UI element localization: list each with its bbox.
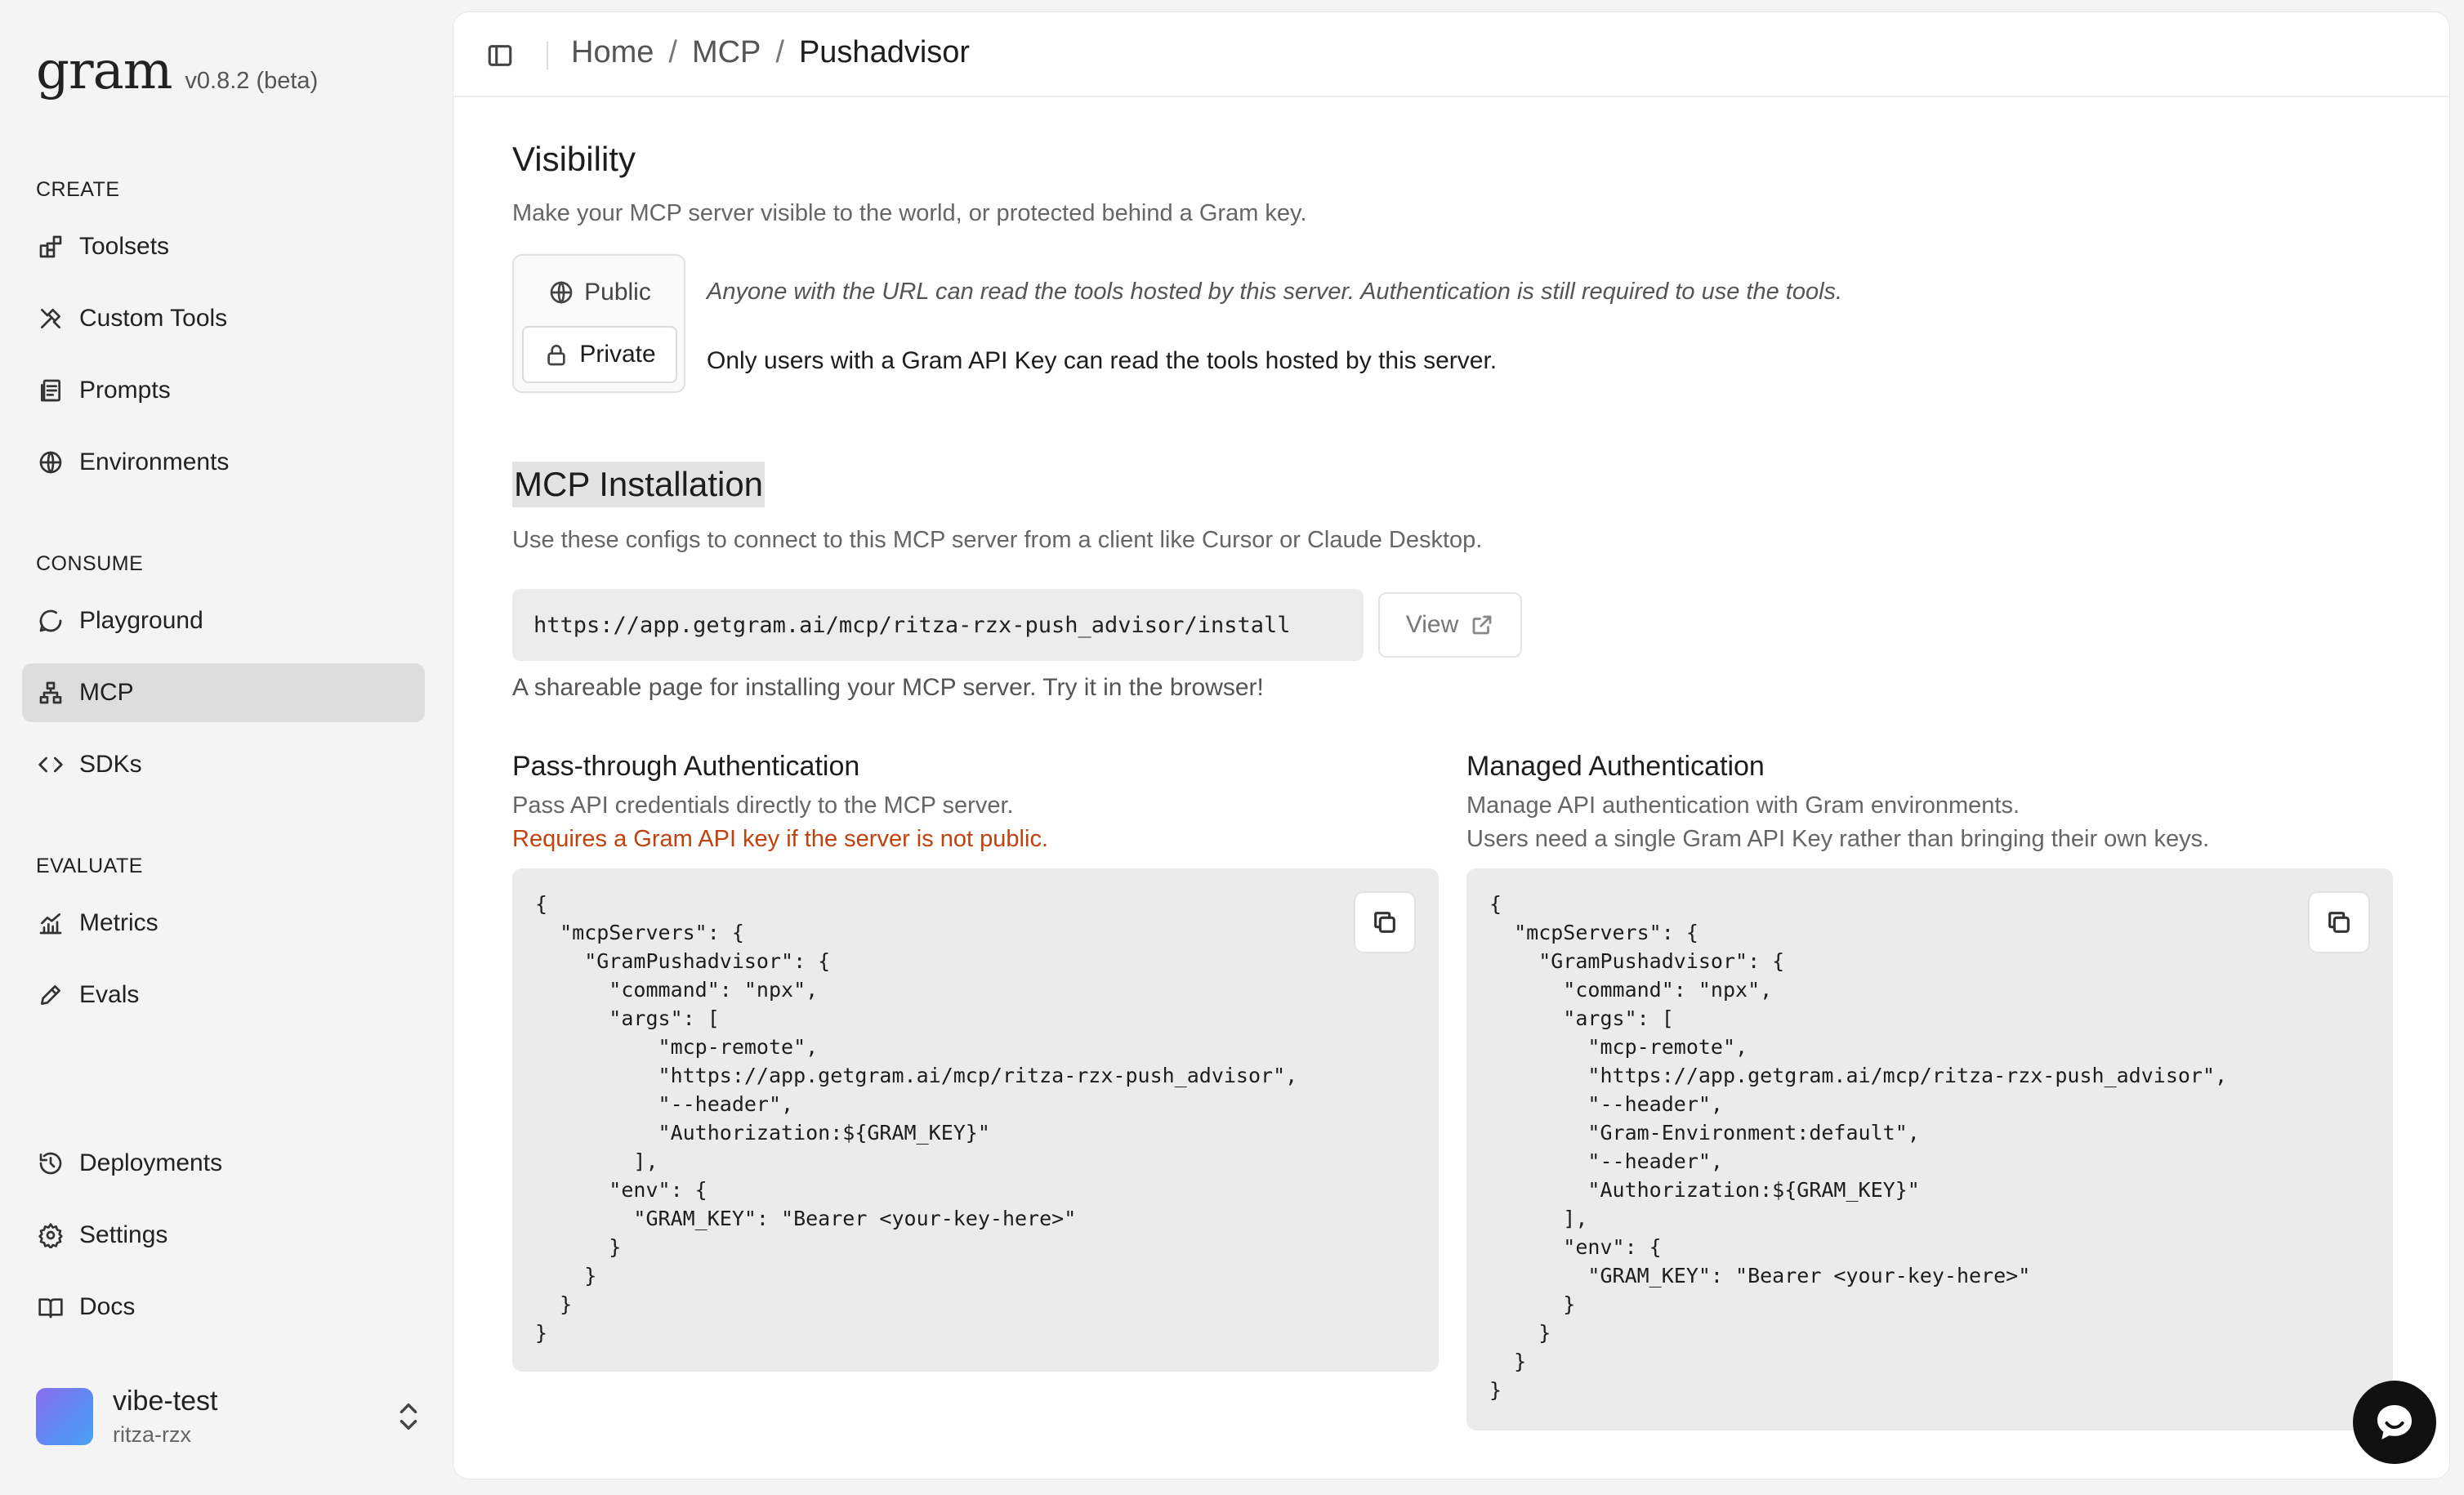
sidebar-item-environments[interactable]: [22, 433, 425, 492]
sidebar-item-label: Metrics: [79, 909, 158, 936]
code-line: "Authorization:${GRAM_KEY}": [1489, 1178, 1920, 1202]
sidebar-item-deployments[interactable]: [22, 1134, 425, 1193]
prompts-icon: [37, 377, 65, 404]
sidebar-item-playground[interactable]: [22, 591, 425, 650]
breadcrumb-mcp[interactable]: MCP: [691, 35, 761, 69]
visibility-public-note: Anyone with the URL can read the tools hosted by this server. Authentication is still required to use the tools.: [707, 279, 1843, 305]
copy-passthrough-button[interactable]: [1354, 891, 1416, 953]
passthrough-auth-section: [512, 751, 1439, 1345]
managed-auth-section: [1466, 751, 2393, 1402]
sidebar-item-label: Playground: [79, 607, 203, 634]
sidebar-item-prompts[interactable]: [22, 361, 425, 420]
code-line: "mcpServers": {: [535, 921, 744, 944]
managed-description-1: Manage API authentication with Gram environments.: [1466, 792, 2020, 819]
copy-managed-button[interactable]: [2308, 891, 2370, 953]
code-line: }: [1489, 1350, 1527, 1373]
sidebar-item-label: SDKs: [79, 751, 142, 778]
code-line: "args": [: [1489, 1006, 1674, 1030]
code-line: {: [1489, 892, 1502, 916]
installation-title: MCP Installation: [512, 462, 765, 507]
sidebar-item-label: MCP: [79, 679, 134, 706]
pencil-icon: [37, 981, 65, 1009]
code-line: "mcp-remote",: [1489, 1035, 1748, 1059]
sidebar-item-settings[interactable]: [22, 1206, 425, 1265]
code-line: }: [535, 1264, 597, 1287]
external-link-icon: [1470, 613, 1494, 637]
code-line: "Authorization:${GRAM_KEY}": [535, 1121, 990, 1145]
history-icon: [37, 1149, 65, 1177]
sidebar-item-label: Environments: [79, 448, 230, 475]
code-line: "--header",: [1489, 1149, 1723, 1173]
code-line: "mcpServers": {: [1489, 921, 1698, 944]
sidebar-item-label: Evals: [79, 981, 140, 1008]
code-line: "mcp-remote",: [535, 1035, 819, 1059]
main-panel: [453, 11, 2450, 1479]
code-line: }: [535, 1235, 622, 1259]
code-line: ],: [535, 1149, 658, 1173]
passthrough-config-code[interactable]: [512, 868, 1439, 1372]
code-line: "https://app.getgram.ai/mcp/ritza-rzx-push_advisor",: [1489, 1064, 2228, 1087]
support-chat-button[interactable]: [2353, 1381, 2436, 1464]
sidebar-item-metrics[interactable]: [22, 894, 425, 953]
view-button-label: View: [1405, 611, 1459, 638]
sidebar-item-label: Docs: [79, 1293, 136, 1320]
code-line: "command": "npx",: [535, 978, 819, 1002]
workspace-switcher[interactable]: [36, 1377, 428, 1456]
workspace-name: vibe-test: [113, 1386, 218, 1417]
code-line: "GramPushadvisor": {: [535, 949, 831, 973]
code-line: "env": {: [1489, 1235, 1662, 1259]
globe-icon: [548, 279, 574, 306]
sidebar-item-toolsets[interactable]: [22, 217, 425, 276]
visibility-description: Make your MCP server visible to the world, or protected behind a Gram key.: [512, 200, 1307, 226]
workspace-org: ritza-rzx: [113, 1422, 191, 1447]
code-icon: [37, 751, 65, 779]
visibility-public-option[interactable]: [522, 264, 677, 321]
topbar-divider: [547, 42, 548, 69]
sidebar-item-custom-tools[interactable]: [22, 289, 425, 348]
code-line: }: [535, 1292, 573, 1316]
code-line: "https://app.getgram.ai/mcp/ritza-rzx-push_advisor",: [535, 1064, 1298, 1087]
breadcrumb-separator: /: [668, 35, 677, 69]
chat-support-icon: [2372, 1399, 2417, 1445]
code-line: "command": "npx",: [1489, 978, 1773, 1002]
passthrough-warning: Requires a Gram API key if the server is not public.: [512, 826, 1048, 852]
lock-icon: [543, 341, 569, 368]
view-install-page-button[interactable]: [1378, 592, 1522, 658]
copy-icon: [2325, 908, 2353, 936]
installation-description: Use these configs to connect to this MCP server from a client like Cursor or Claude Desktop.: [512, 527, 1483, 553]
sidebar-item-docs[interactable]: [22, 1278, 425, 1337]
code-line: "Gram-Environment:default",: [1489, 1121, 1920, 1145]
avatar: [36, 1388, 93, 1445]
breadcrumb-current: Pushadvisor: [798, 35, 971, 69]
code-lines: [1489, 890, 2370, 1404]
app-version: v0.8.2 (beta): [185, 68, 319, 94]
managed-description-2: Users need a single Gram API Key rather than bringing their own keys.: [1466, 826, 2210, 852]
sidebar-item-evals[interactable]: [22, 966, 425, 1024]
copy-icon: [1371, 908, 1399, 936]
code-line: "GramPushadvisor": {: [1489, 949, 1785, 973]
passthrough-title: Pass-through Authentication: [512, 751, 860, 782]
code-line: "args": [: [535, 1006, 720, 1030]
sidebar-item-label: Settings: [79, 1221, 168, 1248]
sidebar-item-sdks[interactable]: [22, 735, 425, 794]
sidebar-item-label: Toolsets: [79, 233, 170, 260]
code-line: "--header",: [1489, 1092, 1723, 1116]
managed-config-code[interactable]: [1466, 868, 2393, 1430]
sidebar-item-label: Prompts: [79, 377, 171, 404]
code-line: }: [1489, 1292, 1576, 1316]
code-line: "GRAM_KEY": "Bearer <your-key-here>": [535, 1207, 1077, 1230]
gear-icon: [37, 1221, 65, 1249]
brand[interactable]: [36, 41, 318, 101]
custom-tools-icon: [37, 305, 65, 332]
visibility-title: Visibility: [512, 140, 636, 178]
visibility-private-option[interactable]: [522, 326, 677, 383]
code-line: }: [1489, 1378, 1502, 1402]
breadcrumb-separator: /: [775, 35, 784, 69]
code-line: "--header",: [535, 1092, 794, 1116]
section-label-create: CREATE: [36, 178, 120, 201]
code-line: ],: [1489, 1207, 1588, 1230]
code-line: }: [1489, 1321, 1551, 1345]
install-url-note: A shareable page for installing your MCP server. Try it in the browser!: [512, 674, 1264, 701]
breadcrumb-home[interactable]: Home: [571, 35, 654, 69]
code-line: {: [535, 892, 548, 916]
visibility-private-note: Only users with a Gram API Key can read the tools hosted by this server.: [707, 347, 1498, 374]
sidebar-item-label: Deployments: [79, 1149, 223, 1176]
visibility-toggle: [512, 254, 685, 393]
breadcrumb: [571, 35, 970, 70]
brand-logo: gram: [36, 41, 172, 101]
code-lines: [535, 890, 1416, 1347]
globe-icon: [37, 448, 65, 476]
sidebar-toggle-icon[interactable]: [486, 42, 514, 69]
visibility-public-label: Public: [584, 279, 651, 306]
section-label-consume: CONSUME: [36, 552, 144, 575]
sidebar-item-label: Custom Tools: [79, 305, 228, 332]
passthrough-description: Pass API credentials directly to the MCP server.: [512, 792, 1014, 819]
book-icon: [37, 1293, 65, 1321]
code-line: }: [535, 1321, 548, 1345]
topbar: [453, 12, 2449, 97]
code-line: "GRAM_KEY": "Bearer <your-key-here>": [1489, 1264, 2031, 1287]
install-url-field[interactable]: https://app.getgram.ai/mcp/ritza-rzx-push_advisor/install: [512, 589, 1364, 661]
chat-bubble-icon: [37, 607, 65, 635]
code-line: "env": {: [535, 1178, 708, 1202]
sidebar-item-mcp[interactable]: [22, 663, 425, 722]
sidebar: [0, 0, 449, 1495]
toolsets-icon: [37, 233, 65, 261]
chevrons-up-down-icon[interactable]: [394, 1400, 423, 1433]
visibility-private-label: Private: [579, 341, 656, 368]
network-icon: [37, 679, 65, 707]
bar-chart-icon: [37, 909, 65, 937]
section-label-evaluate: EVALUATE: [36, 855, 143, 877]
managed-title: Managed Authentication: [1466, 751, 1765, 782]
